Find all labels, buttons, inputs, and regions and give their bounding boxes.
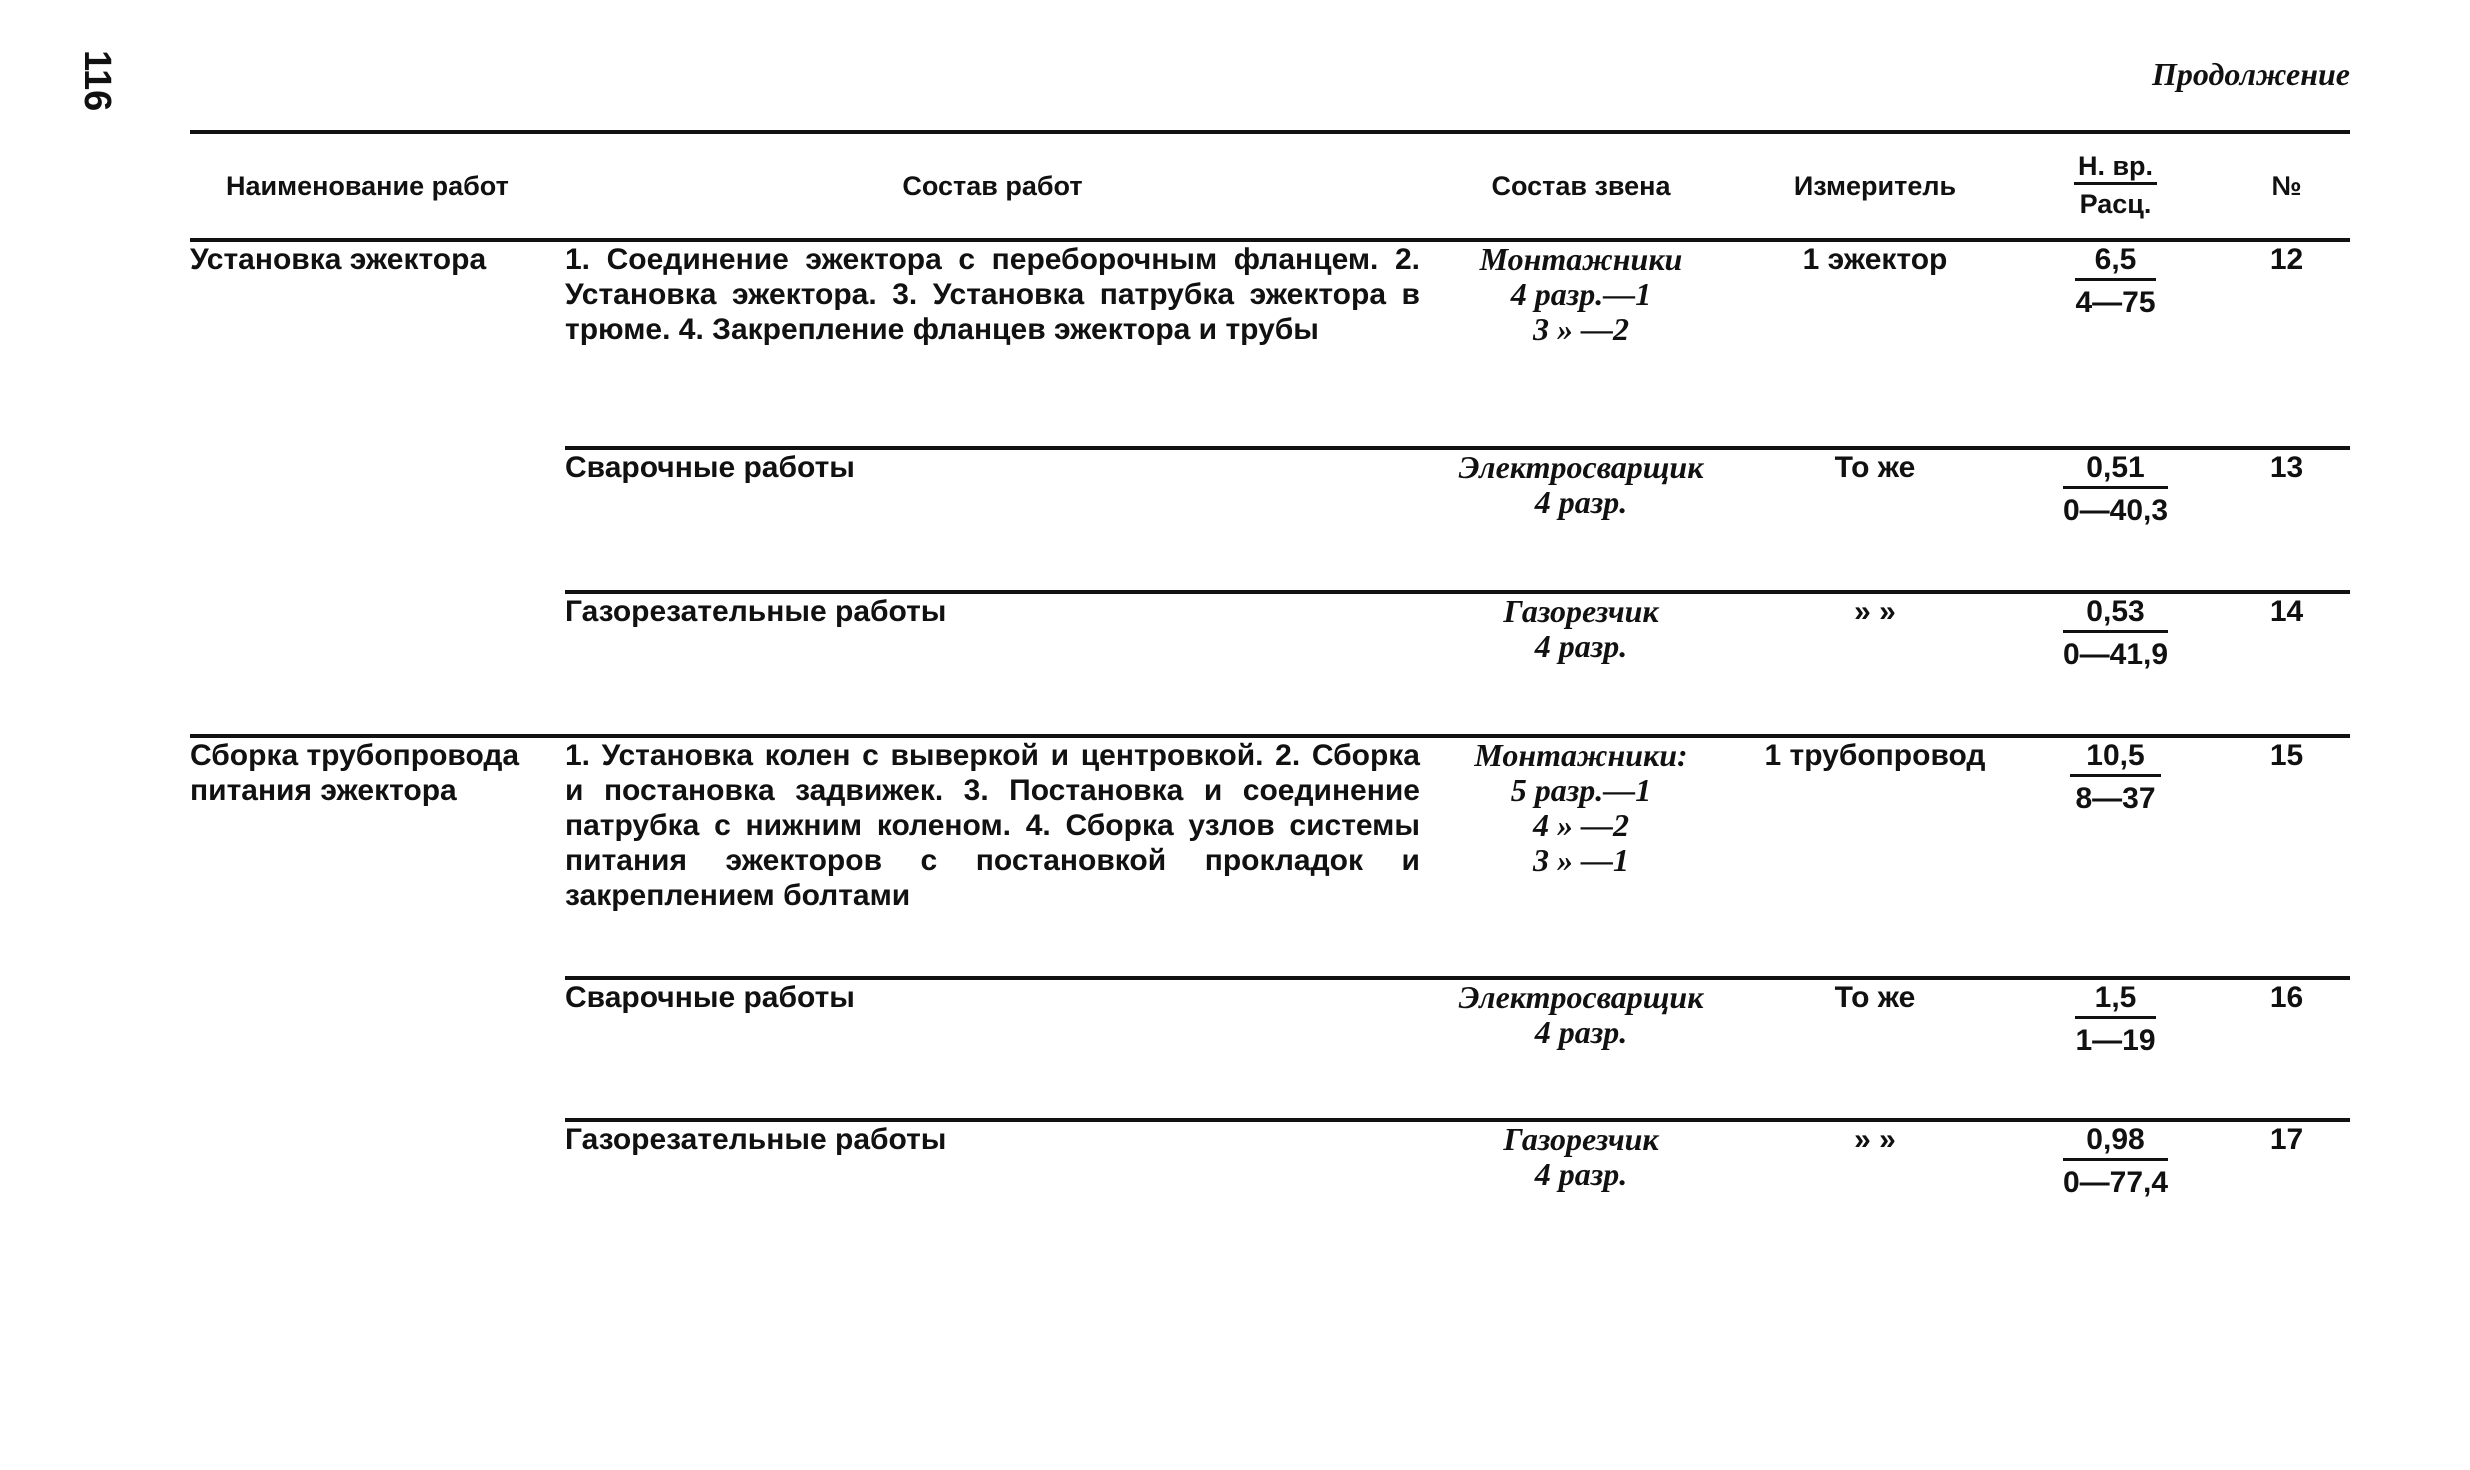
crew-cell (1420, 592, 1742, 736)
rate-value: 0—41,9 (2062, 638, 2169, 671)
norm-rate-cell (2008, 448, 2223, 592)
norms-table (190, 130, 2350, 1254)
row-number: 16 (2223, 978, 2350, 1120)
norm-rate-cell (2008, 240, 2223, 448)
norm-time-value: 0,53 (2063, 594, 2168, 633)
norm-time-value: 0,51 (2063, 450, 2168, 489)
norm-time-value: 10,5 (2070, 738, 2160, 777)
rate-value: 8—37 (2075, 782, 2156, 815)
work-name-cell: Установка эжектора (190, 240, 565, 736)
crew-line: Газорезчик (1503, 593, 1659, 629)
measure-cell: » » (1742, 1120, 2008, 1254)
crew-cell (1420, 240, 1742, 448)
composition-cell: 1. Установка колен с выверкой и центровкой. 2. Сборка и постановка задвижек. 3. Постановка и соединение патрубка с нижним коленом. 4. Сборка узлов системы питания эжекторов с постановкой прокладок и закреплением болтами (565, 736, 1420, 978)
crew-line: 4 разр. (1534, 484, 1628, 520)
norm-rate-cell (2008, 736, 2223, 978)
measure-cell: » » (1742, 592, 2008, 736)
crew-line: Электросварщик (1458, 979, 1704, 1015)
row-number: 13 (2223, 448, 2350, 592)
header-norm-time: Н. вр. (2074, 150, 2157, 185)
crew-cell (1420, 448, 1742, 592)
composition-cell: 1. Соединение эжектора с переборочным фланцем. 2. Установка эжектора. 3. Установка патрубка эжектора в трюме. 4. Закрепление фланцев эжектора и трубы (565, 240, 1420, 448)
measure-cell: 1 трубопровод (1742, 736, 2008, 978)
crew-cell (1420, 978, 1742, 1120)
header-measure: Измеритель (1742, 132, 2008, 240)
composition-cell: Газорезательные работы (565, 592, 1420, 736)
table-row (190, 240, 2350, 448)
norm-rate-cell (2008, 592, 2223, 736)
row-number: 14 (2223, 592, 2350, 736)
crew-cell (1420, 736, 1742, 978)
header-norm-rate (2008, 132, 2223, 240)
crew-line: Электросварщик (1458, 449, 1704, 485)
page-number: 116 (76, 50, 118, 112)
header-crew: Состав звена (1420, 132, 1742, 240)
rate-value: 0—77,4 (2062, 1166, 2169, 1199)
crew-line: Монтажники (1479, 241, 1683, 277)
composition-cell: Сварочные работы (565, 448, 1420, 592)
crew-line: 3 » —1 (1533, 842, 1629, 878)
crew-line: 3 » —2 (1533, 311, 1629, 347)
crew-line: 4 разр.—1 (1510, 276, 1652, 312)
rate-value: 1—19 (2075, 1024, 2156, 1057)
row-number: 17 (2223, 1120, 2350, 1254)
measure-cell: 1 эжектор (1742, 240, 2008, 448)
header-number: № (2223, 132, 2350, 240)
norm-rate-cell (2008, 1120, 2223, 1254)
continuation-label: Продолжение (2152, 56, 2350, 92)
crew-line: 4 » —2 (1533, 807, 1629, 843)
norm-time-value: 1,5 (2075, 980, 2155, 1019)
header-work-composition: Состав работ (565, 132, 1420, 240)
work-name-cell: Сборка трубопровода питания эжектора (190, 736, 565, 1254)
crew-line: Монтажники: (1474, 737, 1688, 773)
table-row (190, 736, 2350, 978)
norm-rate-cell (2008, 978, 2223, 1120)
norm-time-value: 6,5 (2075, 242, 2155, 281)
header-work-name: Наименование работ (190, 132, 565, 240)
measure-cell: То же (1742, 978, 2008, 1120)
crew-cell (1420, 1120, 1742, 1254)
rate-value: 0—40,3 (2062, 494, 2169, 527)
rate-value: 4—75 (2075, 286, 2156, 319)
crew-line: 5 разр.—1 (1510, 772, 1652, 808)
crew-line: Газорезчик (1503, 1121, 1659, 1157)
crew-line: 4 разр. (1534, 628, 1628, 664)
composition-cell: Сварочные работы (565, 978, 1420, 1120)
measure-cell: То же (1742, 448, 2008, 592)
norm-time-value: 0,98 (2063, 1122, 2168, 1161)
row-number: 15 (2223, 736, 2350, 978)
crew-line: 4 разр. (1534, 1014, 1628, 1050)
composition-cell: Газорезательные работы (565, 1120, 1420, 1254)
header-rate: Расц. (2079, 189, 2152, 219)
table-header-row (190, 132, 2350, 240)
row-number: 12 (2223, 240, 2350, 448)
crew-line: 4 разр. (1534, 1156, 1628, 1192)
